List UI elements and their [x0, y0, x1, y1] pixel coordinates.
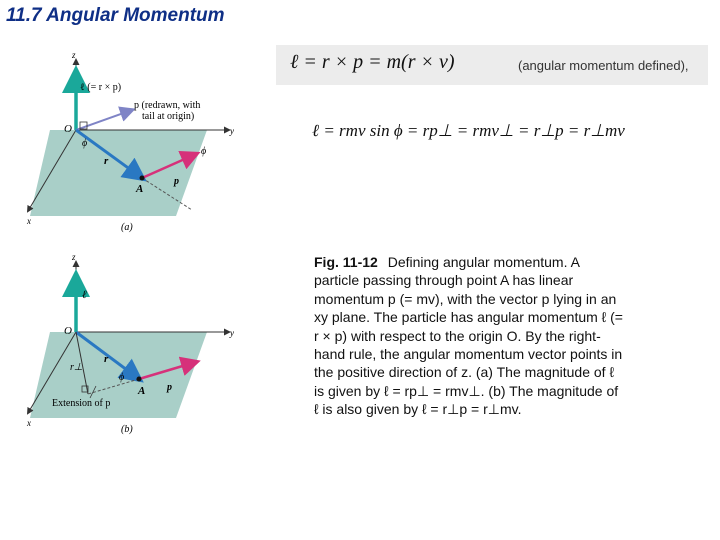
x-axis-label: x [27, 216, 31, 226]
p-label: p [174, 176, 179, 187]
figure-b [24, 248, 274, 438]
r-label: r [104, 353, 109, 365]
point-a-label: A [138, 385, 146, 397]
angular-momentum-label: ℓ (= r × p) [80, 82, 122, 93]
z-axis-label: z [72, 252, 76, 262]
phi-label-a: ϕ [201, 146, 207, 157]
figure-caption [314, 253, 626, 419]
redrawn-note-line2: tail at origin) [142, 111, 195, 122]
figure-a [24, 46, 274, 236]
extension-label: Extension of p [52, 398, 111, 409]
panel-label-b: (b) [121, 424, 133, 435]
point-a-dot [137, 377, 142, 382]
definition-banner [276, 45, 708, 85]
r-label: r [104, 155, 109, 167]
caption-label: Fig. 11-12 [314, 254, 378, 270]
y-axis-label: y [230, 126, 234, 136]
origin-label: O [64, 123, 72, 135]
y-axis-label: y [230, 328, 234, 338]
caption-text: Defining angular momentum. A particle passing through point A has linear momentum p (= mv), with the vector p lying in an xy plane. The particle has angular momentum ℓ (= r × p) with respect to the origin O. By the right-hand rule, the angular momentum vector points in the positive direction of z. (a) The magnitude of ℓ is given by ℓ = rp⊥ = rmv⊥. (b) The magnitude of ℓ is also given by ℓ = r⊥p = r⊥mv. [314, 254, 623, 418]
origin-label: O [64, 325, 72, 337]
angular-momentum-label: ℓ [82, 289, 87, 301]
point-a-dot [140, 176, 145, 181]
r-perp-label: r⊥ [70, 362, 83, 373]
magnitude-equation: ℓ = rmv sin ϕ = rp⊥ = rmv⊥ = r⊥p = r⊥mv [312, 121, 625, 140]
panel-label-a: (a) [121, 222, 133, 233]
slide-title: 11.7 Angular Momentum [6, 5, 225, 26]
point-a-label: A [136, 183, 144, 195]
x-axis-label: x [27, 418, 31, 428]
definition-equation: ℓ = r × p = m(r × v) [290, 51, 455, 73]
definition-note: (angular momentum defined), [518, 58, 689, 73]
redrawn-momentum-vector [76, 110, 132, 130]
phi-label-origin: ϕ [82, 138, 88, 149]
redrawn-note-line1: p (redrawn, with [134, 100, 201, 111]
p-label: p [167, 382, 172, 393]
z-axis-label: z [72, 50, 76, 60]
phi-label: ϕ [119, 372, 125, 383]
